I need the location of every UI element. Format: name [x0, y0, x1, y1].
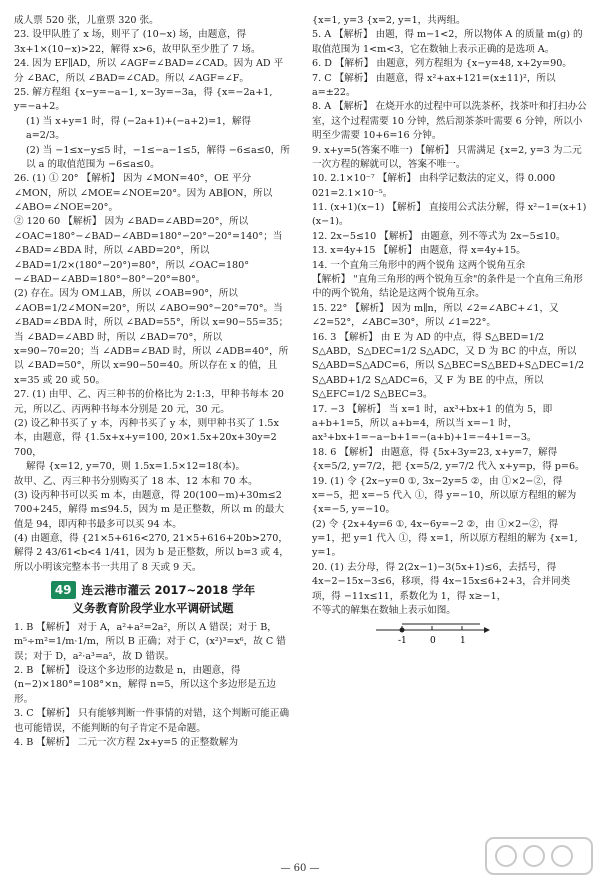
answer-line: 8. A 【解析】 在烧开水的过程中可以洗茶杯，找茶叶和打扫办公室，这个过程需要 10 分钟，然后沏茶茶叶需要 6 分钟，所以小明至少需要 10+6=16 分钟。	[312, 101, 587, 142]
number-line-figure	[372, 620, 492, 646]
answer-line: ② 120 60 【解析】 因为 ∠BAD=∠ABD=20°，所以 ∠OAC=180°−∠BAD−∠ABD=180°−20°−20°=140°；当 ∠BAD=∠BDA 时，所以 ∠ABD=20°，所以 ∠BAD=1/2×(180°−20°)=80°，所以 ∠OAC=180°−∠BAD−∠ABD=180°−80°−20°=80°。	[14, 216, 283, 286]
section-heading	[14, 581, 292, 617]
answer-line: 4. B 【解析】 二元一次方程 2x+y=5 的正整数解为	[14, 737, 239, 748]
answer-line: (2) 设乙种书买了 y 本，丙种书买了 y 本，则甲种书买了 1.5x 本，由题意，得 {1.5x+x+y=100, 20×1.5x+20x+30y=2 700，	[14, 417, 279, 458]
solution-point	[400, 628, 405, 633]
answer-line: 5. A 【解析】 由题，得 m−1<2，所以物体 A 的质量 m(g) 的取值范围为 1<m<3，它在数轴上表示正确的是选项 A。	[312, 29, 583, 55]
left-column	[14, 14, 292, 750]
answer-line: 15. 22° 【解析】 因为 m∥n，所以 ∠2=∠ABC+∠1，又 ∠2=52°，∠ABC=30°，所以 ∠1=22°。	[312, 302, 559, 329]
page-number: — 60 —	[280, 863, 320, 874]
answer-line: 7. C 【解析】 由题意，得 x²+ax+121=(x±11)²，所以 a=±22。	[312, 72, 556, 98]
answer-line: (4) 由题意，得 {21×5+616<270, 21×5+616+20b>270，解得 2 43/61<b<4 1/41，因为 b 是正整数，所以 b=3 或 4，所以小明该完整本书一共用了 8 天或 9 天。	[14, 533, 289, 573]
answer-line: 25. 解方程组 {x−y=−a−1, x−3y=−3a，得 {x=−2a+1, y=−a+2。	[14, 86, 273, 113]
answer-line: 解得 {x=12, y=70，则 1.5x=1.5×12=18(本)。	[26, 461, 246, 473]
answer-line: (2) 当 −1≤x−y≤5 时，−1≤−a−1≤5，解得 −6≤a≤0，所以 a 的取值范围为 −6≤a≤0。	[26, 144, 290, 170]
answer-line: (3) 设丙种书可以买 m 本，由题意，得 20(100−m)+30m≤2 700+245，解得 m≤94.5，因为 m 是正整数，所以 m 的最大值是 94，即丙种书最多可以买 94 本。	[14, 489, 285, 530]
tick-label: 0	[430, 636, 436, 647]
answer-line: 2. B 【解析】 设这个多边形的边数是 n，由题意，得 (n−2)×180°=108°×n，解得 n=5，所以这个多边形是五边形。	[14, 665, 277, 705]
answer-line: 成人票 520 张，儿童票 320 张。	[14, 15, 159, 26]
answer-line: 故甲、乙、丙三种书分别购买了 18 本、12 本和 70 本。	[14, 475, 258, 487]
answer-line: 14. 一个直角三角形中的两个锐角 这两个锐角互余	[312, 259, 526, 271]
answer-line: 26. (1) ① 20° 【解析】 因为 ∠MON=40°，OE 平分 ∠MON，所以 ∠MOE=∠NOE=20°。因为 AB∥ON，所以 ∠ABO=∠NOE=20°。	[14, 173, 273, 214]
answer-line: (1) 当 x+y=1 时，得 (−2a+1)+(−a+2)=1，解得 a=2/3。	[26, 115, 252, 142]
section-title-line2: 义务教育阶段学业水平调研试题	[72, 600, 234, 615]
answer-line: 23. 设甲队胜了 x 场，则平了 (10−x) 场，由题意，得 3x+1×(10−x)>22，解得 x>6，故甲队至少胜了 7 场。	[14, 29, 261, 55]
answer-line: 18. 6 【解析】 由题意，得 {5x+3y=23, x+y=7，解得 {x=5/2, y=7/2，把 {x=5/2, y=7/2 代入 x+y=p，得 p=6。	[312, 446, 585, 473]
number-line-arrow	[484, 627, 490, 633]
answer-line: 27. (1) 由甲、乙、丙三种书的价格比为 2:1:3，甲种书每本 20 元，所以乙、丙两种书每本分别是 20 元，30 元。	[14, 389, 284, 415]
answer-line: 11. (x+1)(x−1) 【解析】 直接用公式法分解，得 x²−1=(x+1)(x−1)。	[312, 202, 587, 228]
answer-line: 20. (1) 去分母，得 2(2x−1)−3(5x+1)≤6，去括号，得 4x−2−15x−3≤6，移项，得 4x−15x≤6+2+3，合并同类项，得 −11x≤11，系数化为 1，得 x≥−1，	[312, 561, 571, 602]
answer-line: (2) 存在。因为 OM⊥AB，所以 ∠OAB=90°，所以 ∠AOB=1/2∠MON=20°，所以 ∠ABO=90°−20°=70°。当 ∠BAD=∠BDA 时，所以 ∠BAD=55°，所以 x=90−55=35；当 ∠BAD=∠ABD 时，所以 ∠BAD=70°，所以 x=90−70=20；当 ∠ADB=∠BAD 时，所以 ∠ADB=40°，所以 ∠BAD=50°，所以 x=90−50=40。所以存在 x 的值，且 x=35 或 20 或 50。	[14, 288, 289, 386]
answer-line: 24. 因为 EF∥AD，所以 ∠AGF=∠BAD=∠CAD。因为 AD 平分 ∠BAC，所以 ∠BAD=∠CAD。所以 ∠AGF=∠F。	[14, 58, 284, 84]
watermark-logo	[484, 834, 594, 878]
answer-line: 不等式的解集在数轴上表示如图。	[312, 605, 456, 617]
answer-line: 【解析】 "直角三角形的两个锐角互余"的条件是一个直角三角形中的两个锐角，结论是这两个锐角互余。	[312, 274, 583, 300]
answer-line: 19. (1) 令 {2x−y=0 ①, 3x−2y=5 ②，由 ①×2−②，得 x=−5，把 x=−5 代入 ①，得 y=−10，所以原方程组的解为 {x=−5, y=−10。	[312, 475, 577, 516]
answer-line: 12. 2x−5≤10 【解析】 由题意，列不等式为 2x−5≤10。	[312, 230, 566, 242]
answer-line: 6. D 【解析】 由题意，列方程组为 {x−y=48, x+2y=90。	[312, 58, 572, 70]
answer-line: 3. C 【解析】 只有能够判断一件事情的对错，这个判断可能正确也可能错误，不能判断的句子肯定不是命题。	[14, 708, 290, 734]
tick-label: 1	[460, 636, 466, 647]
answer-line: 13. x=4y+15 【解析】 由题意，得 x=4y+15。	[312, 245, 526, 257]
right-column	[312, 14, 588, 646]
answer-line: (2) 令 {2x+4y=6 ①, 4x−6y=−2 ②，由 ①×2−②，得 y=1，把 y=1 代入 ①，得 x=1，所以原方程组的解为 {x=1, y=1。	[312, 518, 578, 559]
section-title-line1: 连云港市灌云 2017∼2018 学年	[81, 583, 256, 598]
answer-line: 1. B 【解析】 对于 A，a²+a²=2a²，所以 A 错误；对于 B，m⁵÷m²=1/m·1/m，所以 B 正确；对于 C，(x²)³=x⁶，故 C 错误；对于 D，a²·a³=a⁵，故 D 错误。	[14, 621, 286, 662]
tick-label: -1	[398, 636, 407, 647]
answer-line: 17. −3 【解析】 当 x=1 时，ax³+bx+1 的值为 5，即 a+b+1=5，所以 a+b=4，所以当 x=−1 时，ax³+bx+1=−a−b+1=−(a+b)+1=−4+1=−3。	[312, 403, 553, 444]
answer-line: {x=1, y=3 {x=2, y=1，共两组。	[312, 15, 466, 26]
section-number: 49	[51, 581, 76, 599]
answer-line: 9. x+y=5(答案不唯一) 【解析】 只需满足 {x=2, y=3 为二元一次方程的解就可以，答案不唯一。	[312, 144, 582, 170]
answer-line: 10. 2.1×10⁻⁷ 【解析】 由科学记数法的定义，得 0.000 021=2.1×10⁻⁵。	[312, 173, 556, 199]
answer-line: 16. 3 【解析】 由 E 为 AD 的中点，得 S△BED=1/2 S△ABD，S△DEC=1/2 S△ADC，又 D 为 BC 的中点，所以 S△ABD=S△ADC=6，所以 S△BEC=S△BED+S△DEC=1/2 S△ABD+1/2 S△ADC=6，又 F 为 BE 的中点，所以 S△EFC=1/2 S△BEC=3。	[312, 331, 585, 401]
